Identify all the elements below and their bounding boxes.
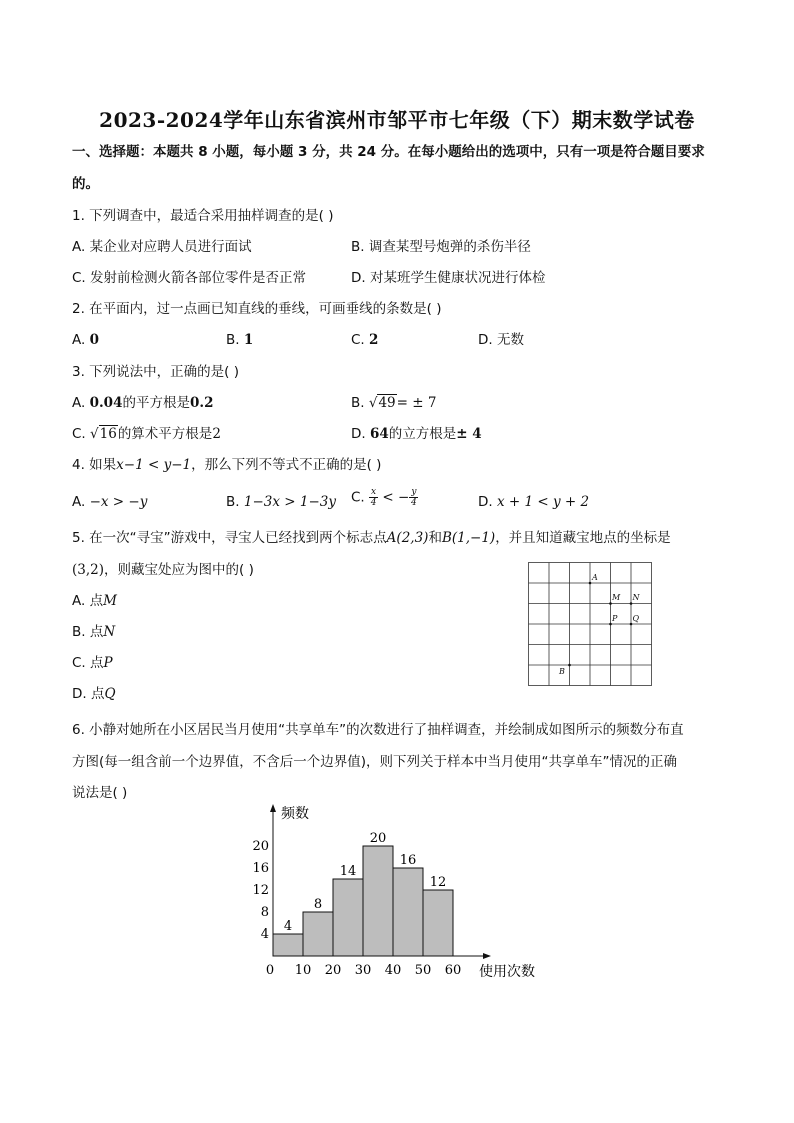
q3-option-c: C. √16的算术平方根是2	[72, 426, 221, 442]
q2-stem: 2. 在平面内，过一点画已知直线的垂线，可画垂线的条数是( )	[72, 301, 442, 317]
y-tick-label: 12	[252, 883, 269, 898]
point-b	[568, 664, 571, 667]
point-p	[609, 623, 612, 626]
point-q	[630, 623, 633, 626]
bar-value-label: 20	[369, 831, 387, 846]
point-a	[589, 582, 592, 585]
y-tick-label: 4	[260, 927, 269, 942]
x-axis-label: 使用次数	[479, 964, 535, 980]
bar-value-label: 12	[429, 875, 447, 890]
bar-value-label: 16	[399, 853, 417, 868]
histogram-chart	[240, 798, 560, 988]
q5-option-a: A. 点M	[72, 593, 117, 609]
q2-option-a: A. 0	[72, 332, 99, 348]
q3-option-d: D. 64的立方根是± 4	[351, 426, 482, 442]
histogram-bar	[393, 868, 423, 956]
y-axis-arrow	[270, 804, 276, 812]
point-n	[630, 602, 633, 605]
bar-value-label: 14	[339, 864, 357, 879]
page-title: 2023-2024学年山东省滨州市邹平市七年级（下）期末数学试卷	[99, 108, 695, 132]
label-b: B	[559, 667, 565, 676]
q4-option-c: C. $\frac{x}{4}$ < − $\frac{y}{4}$	[351, 487, 417, 508]
histogram-bars	[273, 846, 453, 956]
label-m: M	[612, 593, 621, 602]
section-heading-cont: 的。	[72, 176, 99, 192]
q2-option-c: C. 2	[351, 332, 379, 348]
y-axis-label: 频数	[281, 806, 309, 822]
grid-lines	[529, 563, 652, 686]
q4-stem: 4. 如果x−1 < y−1，那么下列不等式不正确的是( )	[72, 457, 382, 473]
q1-option-d: D. 对某班学生健康状况进行体检	[351, 270, 546, 286]
q1-option-c: C. 发射前检测火箭各部位零件是否正常	[72, 270, 307, 286]
histogram-bar	[303, 912, 333, 956]
x-tick-label: 30	[354, 963, 372, 978]
section-heading: 一、选择题：本题共 8 小题，每小题 3 分，共 24 分。在每小题给出的选项中，只有一项是符合题目要求	[72, 144, 705, 160]
label-a: A	[592, 573, 598, 582]
x-tick-labels	[266, 963, 461, 978]
label-n: N	[632, 593, 640, 602]
q3-option-a: A. 0.04的平方根是0.2	[72, 395, 214, 411]
y-tick-labels	[252, 839, 269, 942]
q3-stem: 3. 下列说法中，正确的是( )	[72, 364, 239, 380]
x-tick-label: 20	[324, 963, 342, 978]
bar-value-label: 4	[283, 919, 293, 934]
q6-stem-cont-2: 说法是( )	[72, 785, 128, 801]
point-m	[609, 602, 612, 605]
q5-stem-cont: (3,2)，则藏宝处应为图中的( )	[72, 562, 254, 578]
x-tick-label: 50	[414, 963, 432, 978]
coordinate-grid-figure	[526, 560, 656, 688]
q2-option-d: D. 无数	[478, 332, 524, 348]
x-axis-arrow	[483, 953, 491, 959]
y-tick-label: 20	[252, 839, 269, 854]
x-tick-label: 60	[444, 963, 462, 978]
y-tick-label: 8	[260, 905, 269, 920]
q6-stem: 6. 小静对她所在小区居民当月使用“共享单车”的次数进行了抽样调查，并绘制成如图所示的频数分布直	[72, 722, 684, 738]
q5-option-d: D. 点Q	[72, 686, 116, 702]
q2-option-b: B. 1	[226, 332, 254, 348]
histogram-bar	[423, 890, 453, 956]
q5-stem: 5. 在一次“寻宝”游戏中，寻宝人已经找到两个标志点A(2,3)和B(1,−1)，并且知道藏宝地点的坐标是	[72, 530, 671, 546]
label-p: P	[612, 614, 618, 623]
q1-option-b: B. 调查某型号炮弹的杀伤半径	[351, 239, 531, 255]
q6-stem-cont-1: 方图(每一组含前一个边界值，不含后一个边界值)，则下列关于样本中当月使用“共享单车”情况的正确	[72, 754, 678, 770]
q4-option-b: B. 1−3x > 1−3y	[226, 494, 336, 510]
x-tick-label: 10	[294, 963, 312, 978]
q4-option-a: A. −x > −y	[72, 494, 148, 510]
q1-option-a: A. 某企业对应聘人员进行面试	[72, 239, 252, 255]
q5-option-c: C. 点P	[72, 655, 113, 671]
q5-option-b: B. 点N	[72, 624, 116, 640]
histogram-bar	[333, 879, 363, 956]
label-q: Q	[632, 614, 640, 623]
histogram-bar	[363, 846, 393, 956]
q3-option-b: B. √49= ± 7	[351, 395, 437, 411]
q4-option-d: D. x + 1 < y + 2	[478, 494, 590, 510]
q1-stem: 1. 下列调查中，最适合采用抽样调查的是( )	[72, 208, 334, 224]
histogram-bar	[273, 934, 303, 956]
x-tick-label: 0	[265, 963, 275, 978]
bar-value-label: 8	[313, 897, 323, 912]
x-tick-label: 40	[384, 963, 402, 978]
y-tick-label: 16	[252, 861, 269, 876]
